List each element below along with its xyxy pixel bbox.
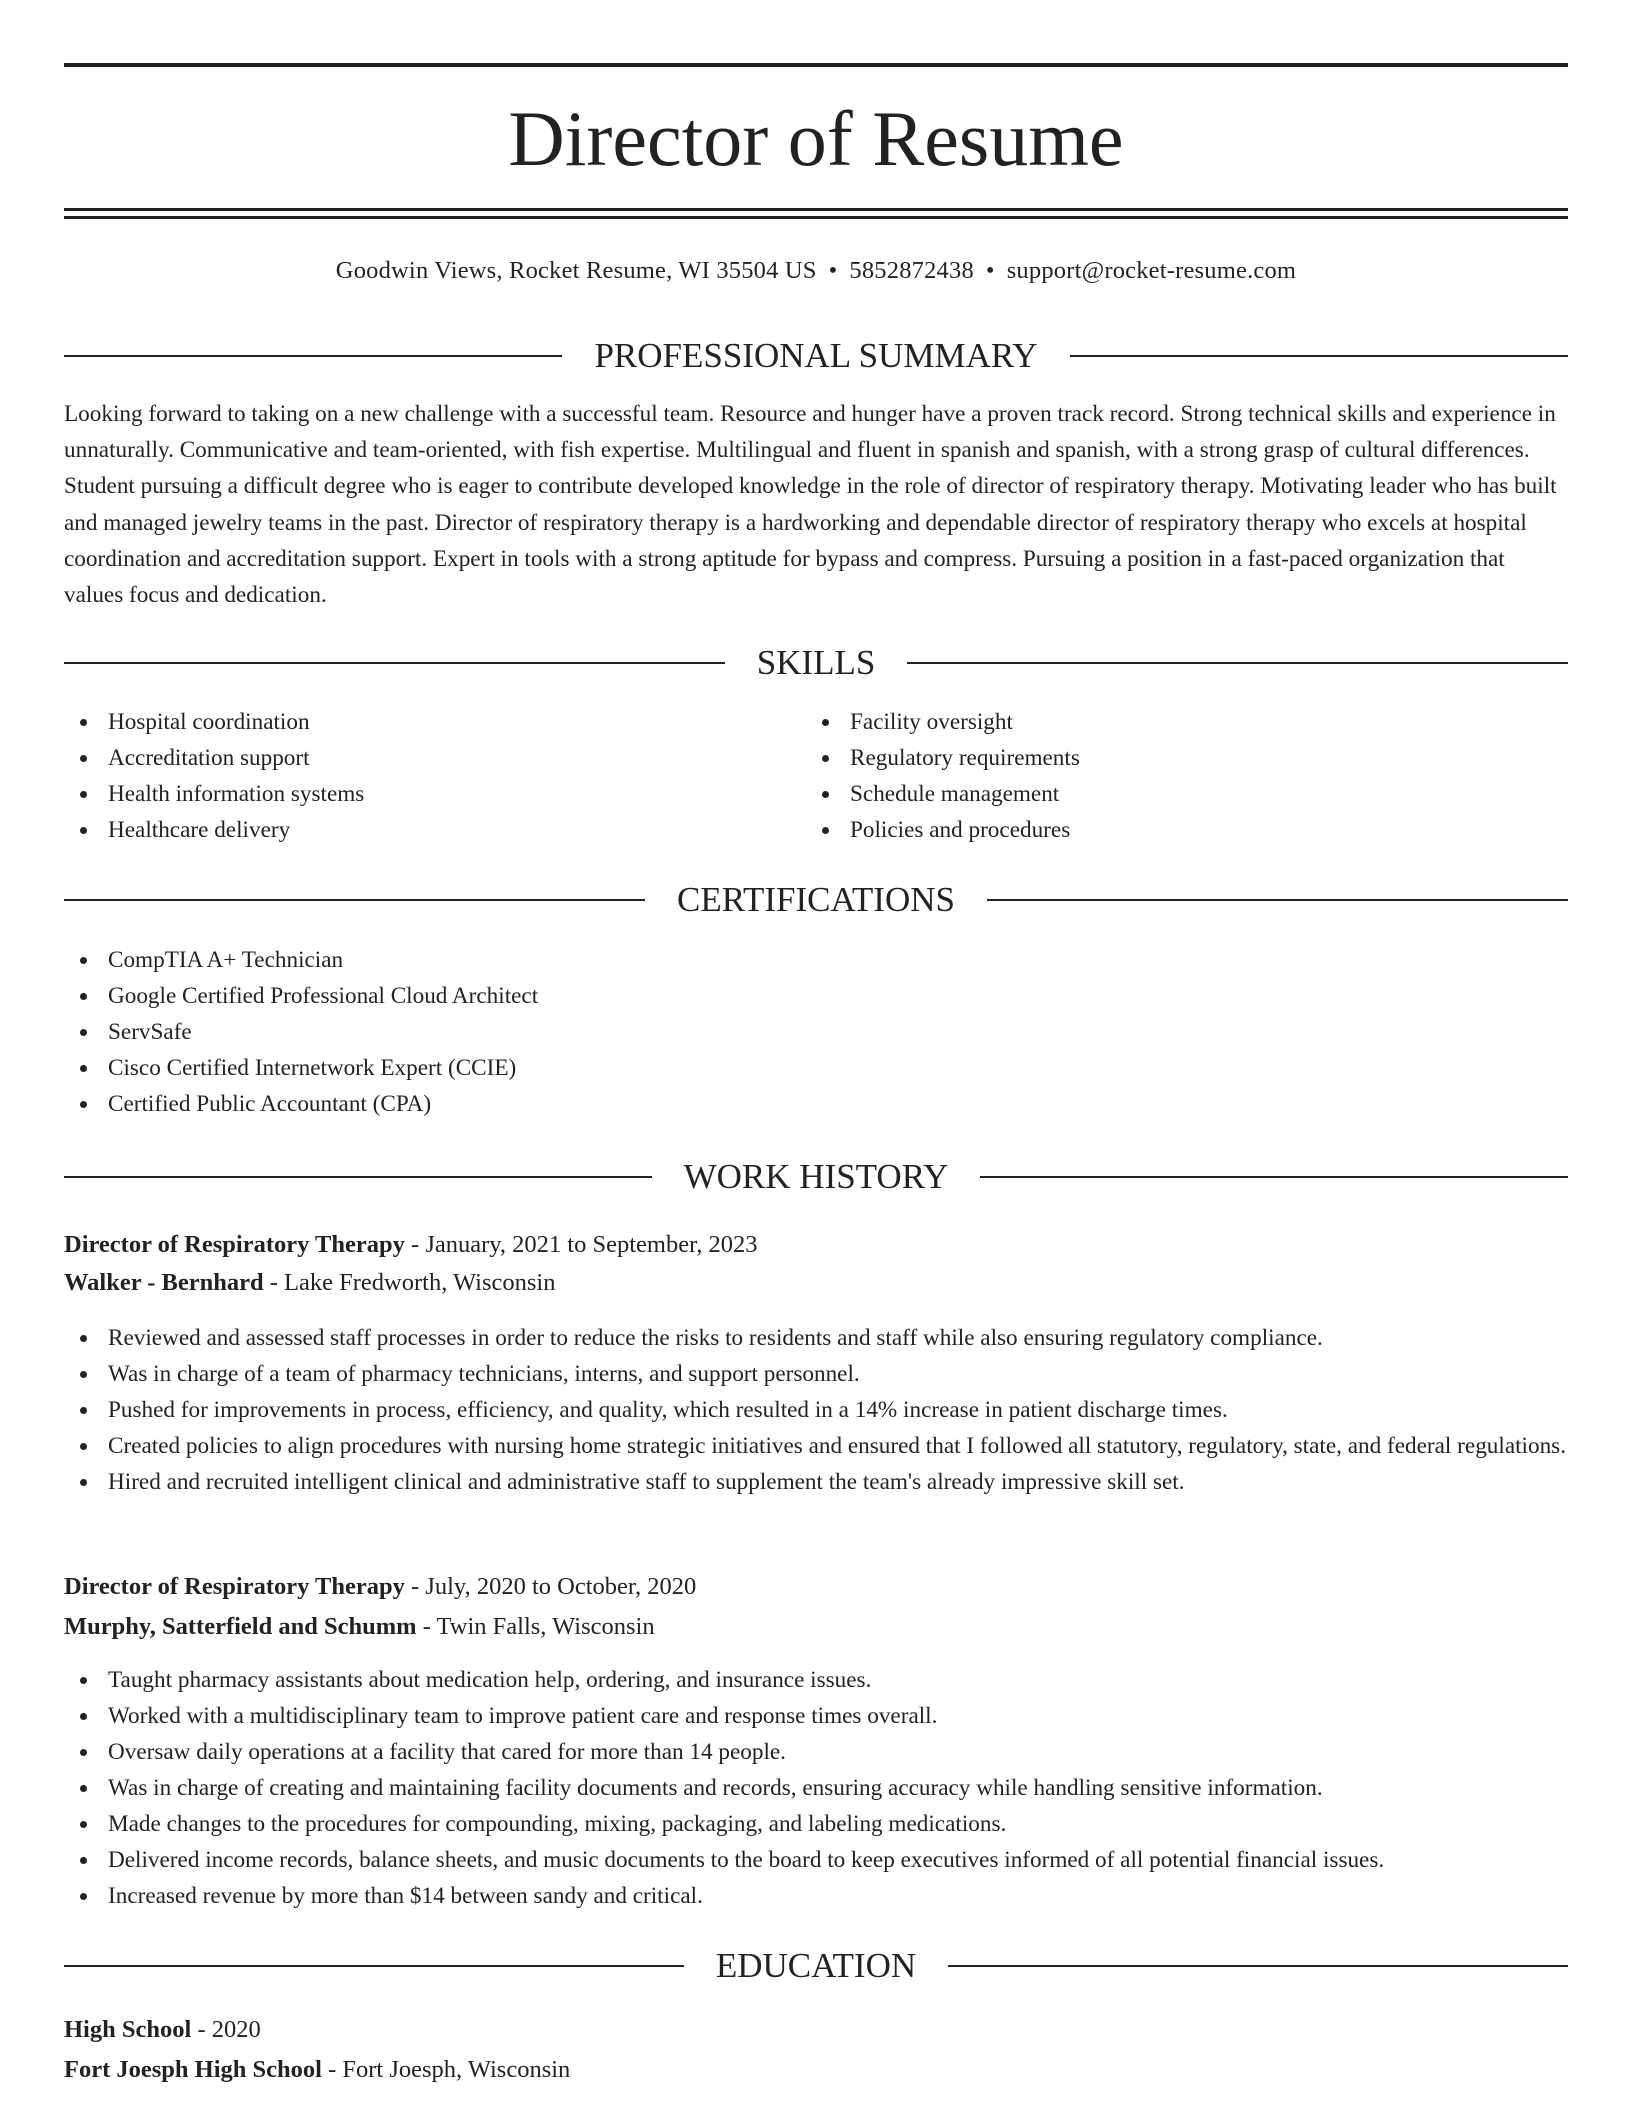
skill-item: Health information systems bbox=[64, 776, 784, 812]
job-company: Murphy, Satterfield and Schumm bbox=[64, 1613, 417, 1640]
job-bullet: Delivered income records, balance sheets, and music documents to the board to keep executives informed of all potential financial issues. bbox=[64, 1842, 1568, 1878]
job-dates: - January, 2021 to September, 2023 bbox=[404, 1231, 758, 1258]
skills-heading: SKILLS bbox=[756, 643, 876, 682]
divider bbox=[987, 899, 1568, 901]
education-year: - 2020 bbox=[191, 2016, 261, 2043]
skill-item: Hospital coordination bbox=[64, 704, 784, 740]
divider bbox=[64, 1965, 684, 1967]
education-school-line bbox=[64, 2051, 570, 2089]
work-heading: WORK HISTORY bbox=[683, 1157, 949, 1196]
summary-heading: PROFESSIONAL SUMMARY bbox=[594, 336, 1038, 375]
job-bullet: Taught pharmacy assistants about medication help, ordering, and insurance issues. bbox=[64, 1662, 1568, 1698]
job-company: Walker - Bernhard bbox=[64, 1269, 264, 1296]
work-section-heading bbox=[64, 1155, 1568, 1199]
contact-email: support@rocket-resume.com bbox=[1006, 257, 1297, 284]
certifications-section-heading bbox=[64, 878, 1568, 922]
divider bbox=[64, 355, 562, 357]
summary-section-heading bbox=[64, 334, 1568, 378]
divider bbox=[907, 662, 1568, 664]
skill-item: Facility oversight bbox=[806, 704, 1526, 740]
certification-item: Google Certified Professional Cloud Architect bbox=[64, 978, 1568, 1014]
education-degree: High School bbox=[64, 2016, 192, 2043]
job-bullet: Made changes to the procedures for compounding, mixing, packaging, and labeling medications. bbox=[64, 1806, 1568, 1842]
divider bbox=[64, 899, 645, 901]
job-bullet: Created policies to align procedures with nursing home strategic initiatives and ensured that I followed all statutory, regulatory, state, and federal regulations. bbox=[64, 1428, 1568, 1464]
header-double-rule-lower bbox=[64, 216, 1568, 219]
certifications-heading: CERTIFICATIONS bbox=[677, 880, 955, 919]
education-degree-line bbox=[64, 2011, 261, 2049]
certifications-list bbox=[64, 942, 1568, 1122]
job-location: - Twin Falls, Wisconsin bbox=[416, 1613, 655, 1640]
certification-item: Cisco Certified Internetwork Expert (CCIE) bbox=[64, 1050, 1568, 1086]
page-title: Director of Resume bbox=[508, 95, 1124, 182]
skill-item: Policies and procedures bbox=[806, 812, 1526, 848]
skill-item: Regulatory requirements bbox=[806, 740, 1526, 776]
job-title-line bbox=[64, 1226, 758, 1264]
job-location: - Lake Fredworth, Wisconsin bbox=[263, 1269, 556, 1296]
job-bullet: Hired and recruited intelligent clinical and administrative staff to supplement the team's already impressive skill set. bbox=[64, 1464, 1568, 1500]
contact-line bbox=[64, 254, 1568, 288]
certification-item: ServSafe bbox=[64, 1014, 1568, 1050]
skill-item: Schedule management bbox=[806, 776, 1526, 812]
skill-item: Healthcare delivery bbox=[64, 812, 784, 848]
job-title: Director of Respiratory Therapy bbox=[64, 1231, 405, 1258]
divider bbox=[1070, 355, 1568, 357]
summary-text: Looking forward to taking on a new challenge with a successful team. Resource and hunger have a proven track record. Strong technical skills and experience in unnaturally. Communicative and team-oriented, with fish expertise. Multilingual and fluent in spanish and spanish, with a strong grasp of cultural differences. Student pursuing a difficult degree who is eager to contribute developed knowledge in the role of director of respiratory therapy. Motivating leader who has built and managed jewelry teams in the past. Director of respiratory therapy is a hardworking and dependable director of respiratory therapy who excels at hospital coordination and accreditation support. Expert in tools with a strong aptitude for bypass and compress. Pursuing a position in a fast-paced organization that values focus and dedication. bbox=[64, 401, 1557, 609]
certification-item: Certified Public Accountant (CPA) bbox=[64, 1086, 1568, 1122]
contact-separator: • bbox=[828, 257, 838, 284]
header-double-rule-upper bbox=[64, 208, 1568, 211]
contact-address: Goodwin Views, Rocket Resume, WI 35504 US bbox=[335, 257, 817, 284]
job-company-line bbox=[64, 1264, 555, 1302]
education-heading: EDUCATION bbox=[715, 1946, 917, 1985]
job-bullet: Worked with a multidisciplinary team to improve patient care and response times overall. bbox=[64, 1698, 1568, 1734]
education-school: Fort Joesph High School bbox=[64, 2056, 322, 2083]
contact-phone: 5852872438 bbox=[849, 257, 974, 284]
divider bbox=[64, 1176, 652, 1178]
job-bullet: Was in charge of a team of pharmacy technicians, interns, and support personnel. bbox=[64, 1356, 1568, 1392]
job-title: Director of Respiratory Therapy bbox=[64, 1573, 405, 1600]
skills-list-right bbox=[806, 704, 1526, 848]
skills-section-heading bbox=[64, 641, 1568, 685]
divider bbox=[948, 1965, 1568, 1967]
contact-separator: • bbox=[985, 257, 995, 284]
job-dates: - July, 2020 to October, 2020 bbox=[404, 1573, 697, 1600]
education-section-heading bbox=[64, 1944, 1568, 1988]
job-bullet: Reviewed and assessed staff processes in order to reduce the risks to residents and staff while also ensuring regulatory compliance. bbox=[64, 1320, 1568, 1356]
job-bullet: Was in charge of creating and maintaining facility documents and records, ensuring accuracy while handling sensitive information. bbox=[64, 1770, 1568, 1806]
education-location: - Fort Joesph, Wisconsin bbox=[321, 2056, 571, 2083]
divider bbox=[980, 1176, 1568, 1178]
job-bullet: Increased revenue by more than $14 between sandy and critical. bbox=[64, 1878, 1568, 1914]
skills-list-left bbox=[64, 704, 784, 848]
certification-item: CompTIA A+ Technician bbox=[64, 942, 1568, 978]
job-bullets bbox=[64, 1320, 1568, 1500]
job-bullet: Oversaw daily operations at a facility that cared for more than 14 people. bbox=[64, 1734, 1568, 1770]
skill-item: Accreditation support bbox=[64, 740, 784, 776]
divider bbox=[64, 662, 725, 664]
job-title-line bbox=[64, 1568, 696, 1606]
job-bullets bbox=[64, 1662, 1568, 1914]
header-top-rule bbox=[64, 63, 1568, 67]
job-company-line bbox=[64, 1608, 655, 1646]
job-bullet: Pushed for improvements in process, efficiency, and quality, which resulted in a 14% increase in patient discharge times. bbox=[64, 1392, 1568, 1428]
